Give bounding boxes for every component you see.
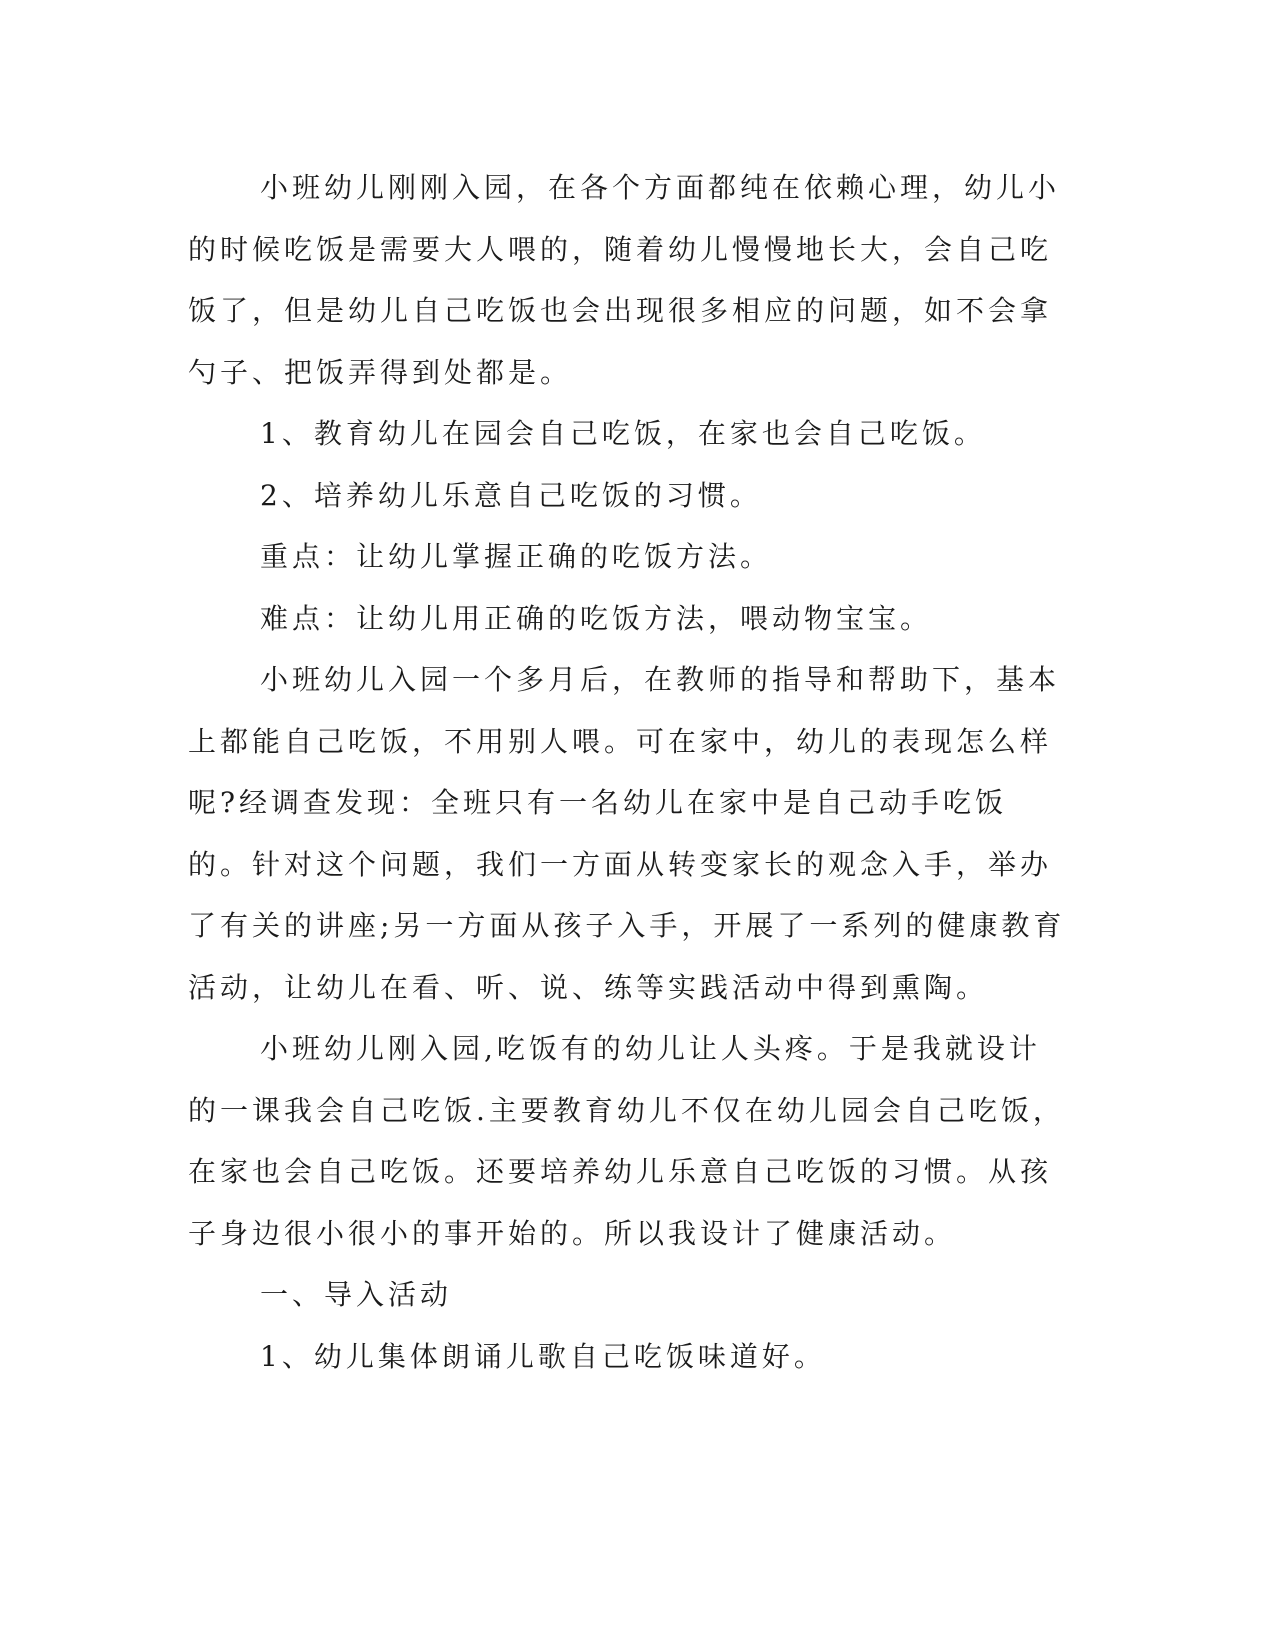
intro-paragraph: 小班幼儿刚刚入园，在各个方面都纯在依赖心理，幼儿小的时候吃饭是需要大人喂的，随着幼儿慢慢地长大，会自己吃饭了，但是幼儿自己吃饭也会出现很多相应的问题，如不会拿勺子、把饭弄得到处都是。: [188, 171, 1061, 389]
design-intent-paragraph: 小班幼儿刚入园,吃饭有的幼儿让人头疼。于是我就设计的一课我会自己吃饭.主要教育幼儿不仅在幼儿园会自己吃饭，在家也会自己吃饭。还要培养幼儿乐意自己吃饭的习惯。从孩子身边很小很小的事开始的。所以我设计了健康活动。: [188, 1032, 1065, 1250]
background-paragraph: 小班幼儿入园一个多月后，在教师的指导和帮助下，基本上都能自己吃饭，不用别人喂。可在家中，幼儿的表现怎么样呢?经调查发现：全班只有一名幼儿在家中是自己动手吃饭的。针对这个问题，我们一方面从转变家长的观念入手，举办了有关的讲座;另一方面从孩子入手，开展了一系列的健康教育活动，让幼儿在看、听、说、练等实践活动中得到熏陶。: [188, 663, 1066, 1004]
difficulty-point: 难点：让幼儿用正确的吃饭方法，喂动物宝宝。: [260, 601, 933, 635]
goal-item-2: 2、培养幼儿乐意自己吃饭的习惯。: [260, 478, 762, 512]
document-body: [188, 157, 1068, 1387]
key-point: 重点：让幼儿掌握正确的吃饭方法。: [260, 540, 773, 573]
activity-step-1: 1、幼儿集体朗诵儿歌自己吃饭味道好。: [260, 1339, 826, 1373]
goal-item-1: 1、教育幼儿在园会自己吃饭，在家也会自己吃饭。: [260, 417, 986, 450]
section-heading: 一、导入活动: [260, 1278, 453, 1311]
